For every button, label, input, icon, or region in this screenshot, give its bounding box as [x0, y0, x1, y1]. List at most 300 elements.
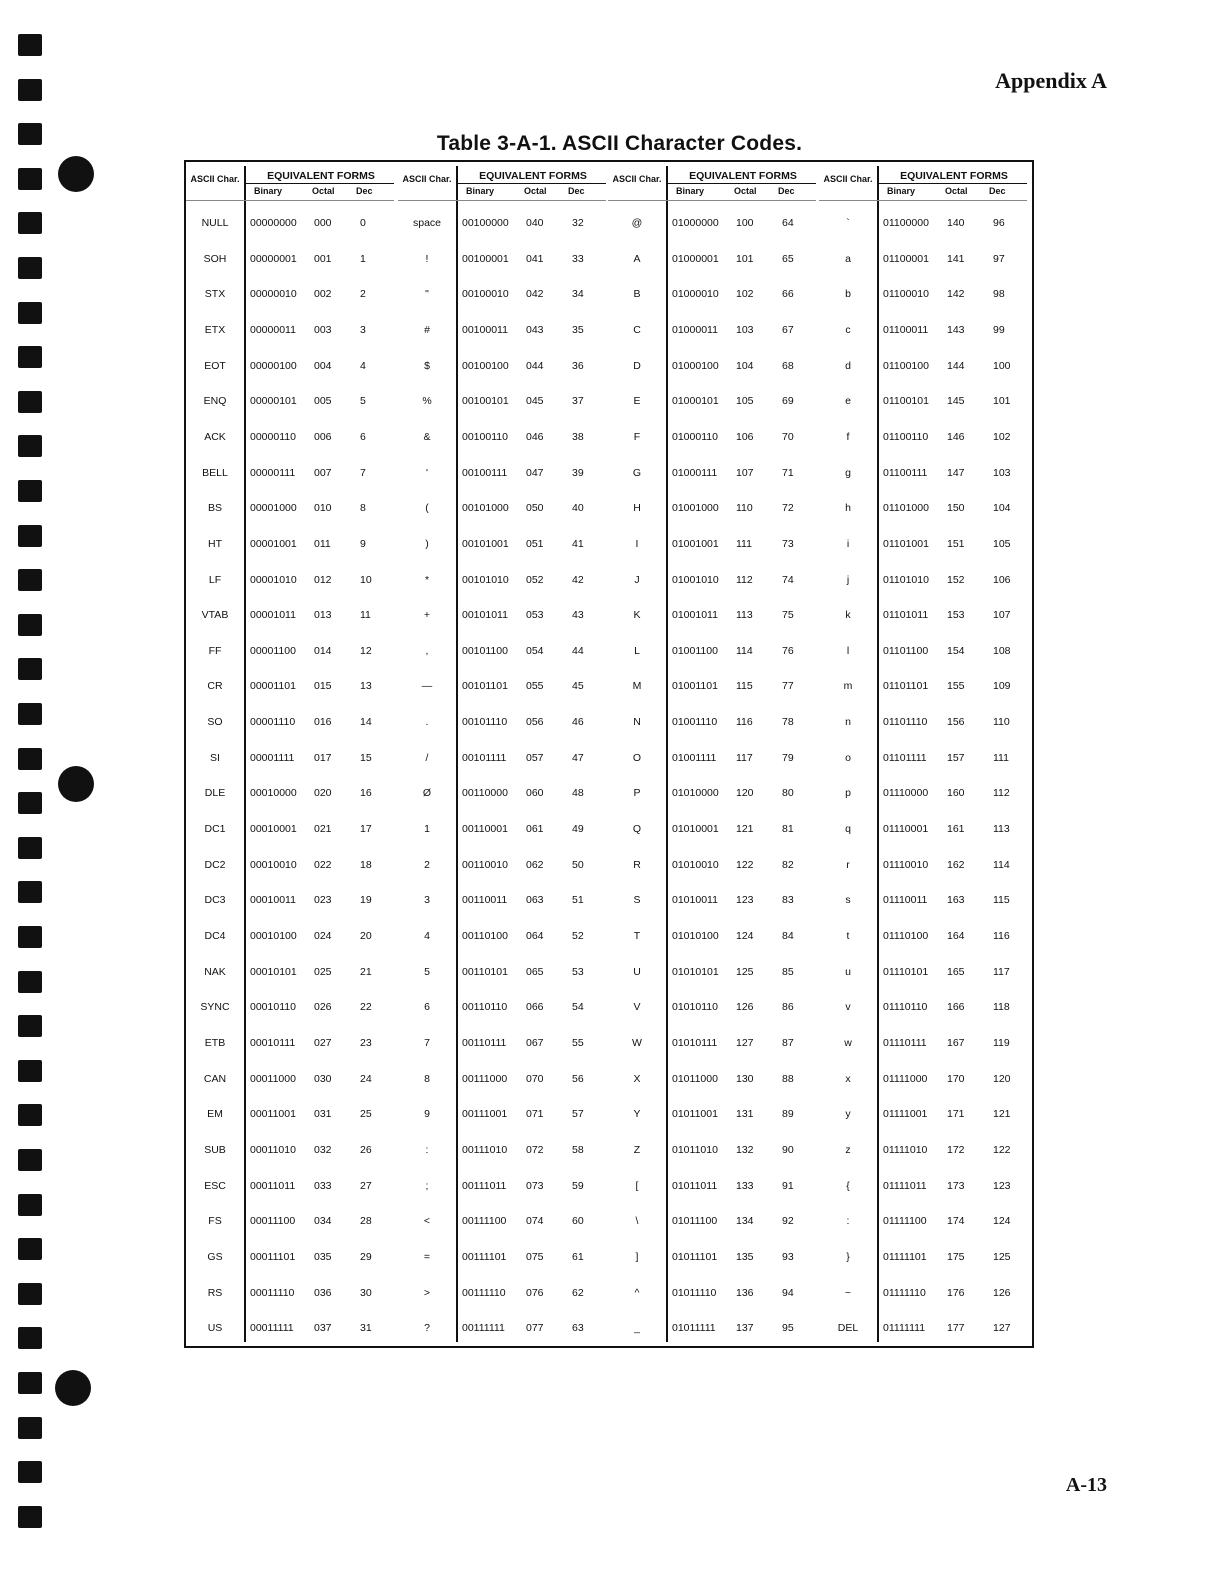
cell-char: CAN	[203, 1072, 227, 1085]
cell-binary: 01101000	[883, 502, 929, 515]
cell-char: q	[845, 823, 851, 836]
cell-binary: 01001001	[672, 537, 719, 550]
header-underline	[819, 200, 1027, 201]
binding-square	[18, 79, 42, 101]
cell-octal: 127	[736, 1036, 754, 1049]
cell-binary: 01100001	[883, 252, 929, 265]
binding-square	[18, 435, 42, 457]
punch-hole	[55, 1370, 91, 1406]
cell-dec: 52	[572, 930, 584, 942]
cell-octal: 042	[526, 288, 544, 301]
cell-octal: 155	[947, 680, 965, 693]
cell-dec: 100	[993, 359, 1011, 372]
binding-square	[18, 971, 42, 993]
header-dec: Dec	[356, 186, 373, 196]
cell-octal: 071	[526, 1108, 544, 1121]
cell-dec: 73	[782, 537, 794, 550]
cell-dec: 102	[993, 430, 1011, 443]
cell-octal: 123	[736, 894, 754, 907]
binding-square	[18, 1327, 42, 1349]
cell-char: "	[425, 288, 429, 301]
cell-char: S	[633, 894, 641, 907]
cell-char: HT	[208, 537, 222, 550]
cell-dec: 24	[360, 1072, 372, 1085]
cell-octal: 114	[736, 644, 753, 657]
cell-octal: 005	[314, 395, 332, 408]
cell-octal: 027	[314, 1036, 332, 1049]
cell-dec: 75	[782, 609, 794, 622]
cell-binary: 01111100	[883, 1215, 927, 1228]
cell-dec: 66	[782, 288, 794, 301]
punch-hole	[58, 766, 94, 802]
header-octal: Octal	[734, 186, 757, 196]
cell-binary: 01011001	[672, 1108, 718, 1121]
cell-binary: 01000010	[672, 288, 719, 301]
cell-binary: 01100100	[883, 359, 929, 372]
cell-octal: 025	[314, 965, 332, 978]
cell-octal: 125	[736, 965, 754, 978]
cell-char: z	[845, 1143, 851, 1156]
cell-char: ?	[424, 1322, 430, 1335]
cell-char: 8	[424, 1072, 430, 1085]
header-rule	[246, 183, 394, 184]
header-octal: Octal	[312, 186, 335, 196]
binding-square	[18, 881, 42, 903]
cell-dec: 123	[993, 1179, 1011, 1192]
cell-char: #	[424, 323, 430, 336]
cell-dec: 104	[993, 502, 1011, 515]
cell-dec: 45	[572, 680, 584, 693]
cell-dec: 10	[360, 573, 372, 586]
cell-dec: 69	[782, 395, 794, 408]
cell-binary: 00101001	[462, 537, 509, 550]
cell-octal: 050	[526, 502, 544, 515]
cell-binary: 00011110	[250, 1286, 295, 1299]
cell-binary: 01110011	[883, 894, 928, 907]
cell-binary: 00010000	[250, 787, 297, 800]
cell-char: t	[846, 930, 850, 942]
cell-char: n	[845, 716, 851, 729]
cell-dec: 112	[993, 787, 1010, 800]
cell-char: K	[633, 609, 641, 622]
cell-binary: 00111111	[462, 1322, 505, 1335]
cell-binary: 01100111	[883, 466, 928, 479]
cell-octal: 020	[314, 787, 332, 800]
cell-char: U	[633, 965, 641, 978]
cell-char: e	[845, 395, 851, 408]
cell-dec: 20	[360, 930, 372, 942]
cell-octal: 041	[526, 252, 544, 265]
cell-char: EM	[207, 1108, 223, 1121]
cell-octal: 141	[947, 252, 965, 265]
cell-binary: 00101110	[462, 716, 508, 729]
cell-char: *	[424, 573, 430, 586]
cell-dec: 81	[782, 823, 794, 836]
cell-char: Z	[633, 1143, 641, 1156]
cell-binary: 00010010	[250, 858, 297, 871]
cell-dec: 62	[572, 1286, 584, 1299]
cell-dec: 119	[993, 1036, 1010, 1049]
cell-char: RS	[207, 1286, 223, 1299]
page-header: Appendix A	[995, 68, 1107, 93]
cell-dec: 49	[572, 823, 584, 836]
cell-dec: 39	[572, 466, 584, 479]
cell-char: I	[635, 537, 639, 550]
cell-octal: 151	[947, 537, 965, 550]
cell-dec: 116	[993, 930, 1010, 942]
cell-dec: 79	[782, 751, 794, 764]
cell-char: FF	[208, 644, 222, 657]
cell-dec: 61	[572, 1250, 584, 1263]
binding-square	[18, 1149, 42, 1171]
cell-binary: 01011000	[672, 1072, 718, 1085]
cell-dec: 6	[360, 430, 366, 443]
cell-char: BELL	[202, 466, 228, 479]
cell-dec: 11	[360, 609, 371, 622]
cell-binary: 00111010	[462, 1143, 508, 1156]
cell-binary: 01001100	[672, 644, 718, 657]
cell-dec: 111	[993, 751, 1009, 764]
binding-square	[18, 1417, 42, 1439]
cell-binary: 00011000	[250, 1072, 296, 1085]
cell-binary: 01111101	[883, 1250, 927, 1263]
cell-octal: 066	[526, 1001, 544, 1014]
cell-binary: 01011110	[672, 1286, 717, 1299]
cell-binary: 00011111	[250, 1322, 294, 1335]
cell-octal: 061	[526, 823, 544, 836]
binding-square	[18, 926, 42, 948]
cell-char: Y	[633, 1108, 641, 1121]
cell-char: !	[425, 252, 429, 265]
cell-dec: 56	[572, 1072, 584, 1085]
cell-binary: 00101100	[462, 644, 508, 657]
cell-dec: 35	[572, 323, 584, 336]
cell-char: O	[632, 751, 642, 764]
binding-square	[18, 1060, 42, 1082]
cell-dec: 85	[782, 965, 794, 978]
cell-dec: 118	[993, 1001, 1010, 1014]
cell-char: Ø	[422, 787, 432, 800]
cell-binary: 01110101	[883, 965, 929, 978]
cell-char: ETX	[204, 323, 226, 336]
cell-binary: 00101111	[462, 751, 507, 764]
cell-dec: 89	[782, 1108, 794, 1121]
cell-octal: 026	[314, 1001, 332, 1014]
cell-binary: 01000100	[672, 359, 719, 372]
cell-binary: 00101000	[462, 502, 509, 515]
cell-binary: 01011011	[672, 1179, 718, 1192]
cell-octal: 063	[526, 894, 544, 907]
cell-char: X	[633, 1072, 641, 1085]
cell-char: BS	[207, 502, 222, 515]
cell-binary: 01000111	[672, 466, 718, 479]
cell-dec: 15	[360, 751, 372, 764]
cell-binary: 01101010	[883, 573, 929, 586]
cell-octal: 033	[314, 1179, 332, 1192]
cell-char: 9	[424, 1108, 430, 1121]
binding-square	[18, 168, 42, 190]
header-binary: Binary	[254, 186, 283, 196]
cell-binary: 01001011	[672, 609, 718, 622]
cell-binary: 00011101	[250, 1250, 296, 1263]
binding-square	[18, 302, 42, 324]
cell-octal: 177	[947, 1322, 965, 1335]
cell-octal: 011	[314, 537, 331, 550]
cell-binary: 00100100	[462, 359, 509, 372]
cell-char: v	[845, 1001, 851, 1014]
cell-octal: 134	[736, 1215, 754, 1228]
header-binary: Binary	[466, 186, 495, 196]
cell-char: [	[635, 1179, 639, 1192]
cell-dec: 50	[572, 858, 584, 871]
cell-char: /	[425, 751, 429, 764]
cell-octal: 031	[314, 1108, 332, 1121]
cell-octal: 147	[947, 466, 965, 479]
cell-binary: 01100010	[883, 288, 929, 301]
cell-char: F	[633, 430, 641, 443]
cell-binary: 01101100	[883, 644, 929, 657]
cell-octal: 130	[736, 1072, 754, 1085]
cell-binary: 01111111	[883, 1322, 926, 1335]
cell-char: }	[846, 1250, 850, 1263]
cell-octal: 040	[526, 217, 544, 229]
cell-dec: 37	[572, 395, 584, 408]
cell-binary: 01100110	[883, 430, 929, 443]
cell-octal: 075	[526, 1250, 544, 1263]
cell-binary: 01110111	[883, 1036, 927, 1049]
cell-char: C	[633, 323, 641, 336]
cell-char: SUB	[204, 1143, 226, 1156]
cell-char: c	[845, 323, 851, 336]
cell-char: )	[425, 537, 429, 550]
binding-square	[18, 658, 42, 680]
cell-dec: 107	[993, 609, 1011, 622]
cell-char: u	[845, 965, 851, 978]
cell-octal: 007	[314, 466, 332, 479]
cell-binary: 00110011	[462, 894, 508, 907]
cell-dec: 19	[360, 894, 372, 907]
cell-octal: 053	[526, 609, 544, 622]
cell-binary: 01100011	[883, 323, 929, 336]
cell-dec: 57	[572, 1108, 584, 1121]
cell-octal: 077	[526, 1322, 544, 1335]
header-rule	[879, 183, 1027, 184]
header-dec: Dec	[778, 186, 795, 196]
cell-char: $	[424, 359, 430, 372]
cell-octal: 016	[314, 716, 332, 729]
cell-binary: 00111110	[462, 1286, 506, 1299]
cell-binary: 00000010	[250, 288, 297, 301]
cell-dec: 65	[782, 252, 794, 265]
cell-binary: 00010011	[250, 894, 296, 907]
cell-char: 5	[424, 965, 430, 978]
cell-char: NAK	[204, 965, 226, 978]
cell-dec: 1	[360, 252, 366, 265]
cell-dec: 34	[572, 288, 584, 301]
cell-binary: 01111000	[883, 1072, 928, 1085]
cell-octal: 037	[314, 1322, 332, 1335]
cell-binary: 00111011	[462, 1179, 507, 1192]
cell-octal: 055	[526, 680, 544, 693]
cell-binary: 00100010	[462, 288, 509, 301]
cell-octal: 174	[947, 1215, 965, 1228]
binding-square	[18, 257, 42, 279]
cell-char: y	[845, 1108, 851, 1121]
cell-dec: 121	[993, 1108, 1011, 1121]
cell-dec: 115	[993, 894, 1010, 907]
cell-binary: 00001100	[250, 644, 296, 657]
cell-binary: 01010111	[672, 1036, 718, 1049]
cell-binary: 00010111	[250, 1036, 296, 1049]
cell-binary: 01000011	[672, 323, 718, 336]
cell-dec: 12	[360, 644, 372, 657]
cell-octal: 044	[526, 359, 544, 372]
column-group	[398, 162, 608, 1346]
cell-char: GS	[207, 1250, 223, 1263]
cell-binary: 01101110	[883, 716, 928, 729]
cell-octal: 163	[947, 894, 965, 907]
cell-char: `	[846, 217, 850, 229]
cell-dec: 97	[993, 252, 1005, 265]
cell-char: ETB	[204, 1036, 226, 1049]
cell-binary: 00110001	[462, 823, 508, 836]
cell-dec: 106	[993, 573, 1011, 586]
cell-octal: 014	[314, 644, 332, 657]
cell-binary: 01011111	[672, 1322, 716, 1335]
cell-char: CR	[207, 680, 223, 693]
cell-dec: 44	[572, 644, 584, 657]
cell-octal: 107	[736, 466, 754, 479]
cell-dec: 99	[993, 323, 1005, 336]
cell-octal: 100	[736, 217, 754, 229]
cell-char: b	[845, 288, 851, 301]
header-equivalent-forms: EQUIVALENT FORMS	[900, 170, 1008, 182]
cell-dec: 38	[572, 430, 584, 443]
cell-octal: 103	[736, 323, 754, 336]
cell-dec: 47	[572, 751, 584, 764]
cell-binary: 01011101	[672, 1250, 718, 1263]
cell-octal: 153	[947, 609, 965, 622]
cell-char: EOT	[204, 359, 226, 372]
cell-char: V	[633, 1001, 641, 1014]
cell-char: NULL	[201, 217, 229, 229]
cell-char: ~	[844, 1286, 852, 1299]
cell-binary: 01010000	[672, 787, 719, 800]
cell-octal: 017	[314, 751, 332, 764]
binding-square	[18, 1461, 42, 1483]
cell-char: SO	[207, 716, 223, 729]
cell-dec: 108	[993, 644, 1011, 657]
cell-char: D	[633, 359, 641, 372]
cell-dec: 27	[360, 1179, 372, 1192]
cell-char: LF	[208, 573, 222, 586]
cell-binary: 00001000	[250, 502, 297, 515]
cell-binary: 00010001	[250, 823, 297, 836]
cell-char: L	[634, 644, 640, 657]
cell-octal: 156	[947, 716, 965, 729]
cell-char: g	[845, 466, 851, 479]
cell-binary: 01010101	[672, 965, 719, 978]
cell-dec: 96	[993, 217, 1005, 229]
cell-dec: 48	[572, 787, 584, 800]
cell-dec: 0	[360, 217, 366, 229]
cell-binary: 00001011	[250, 609, 296, 622]
cell-binary: 01101011	[883, 609, 929, 622]
cell-char: =	[423, 1250, 431, 1263]
cell-char: @	[631, 217, 643, 229]
binding-square	[18, 525, 42, 547]
cell-octal: 054	[526, 644, 544, 657]
cell-octal: 062	[526, 858, 544, 871]
cell-dec: 31	[360, 1322, 372, 1335]
cell-binary: 00111101	[462, 1250, 507, 1263]
cell-dec: 29	[360, 1250, 372, 1263]
cell-binary: 00110010	[462, 858, 508, 871]
cell-dec: 127	[993, 1322, 1011, 1335]
cell-char: ACK	[204, 430, 226, 443]
cell-dec: 13	[360, 680, 372, 693]
cell-char: A	[633, 252, 641, 265]
cell-dec: 60	[572, 1215, 584, 1228]
cell-dec: 42	[572, 573, 584, 586]
cell-octal: 140	[947, 217, 965, 229]
cell-dec: 86	[782, 1001, 794, 1014]
cell-octal: 117	[736, 751, 753, 764]
cell-octal: 101	[736, 252, 754, 265]
column-group	[608, 162, 818, 1346]
cell-char: o	[845, 751, 851, 764]
cell-dec: 78	[782, 716, 794, 729]
cell-dec: 64	[782, 217, 794, 229]
cell-octal: 126	[736, 1001, 754, 1014]
cell-octal: 043	[526, 323, 544, 336]
header-octal: Octal	[945, 186, 968, 196]
cell-binary: 01000000	[672, 217, 719, 229]
cell-dec: 3	[360, 323, 366, 336]
cell-char: j	[846, 573, 850, 586]
cell-octal: 113	[736, 609, 753, 622]
cell-binary: 01100000	[883, 217, 929, 229]
page-number: A-13	[1065, 1474, 1107, 1496]
cell-char: B	[633, 288, 641, 301]
cell-dec: 105	[993, 537, 1011, 550]
cell-binary: 01000110	[672, 430, 718, 443]
cell-octal: 157	[947, 751, 965, 764]
cell-dec: 59	[572, 1179, 584, 1192]
cell-char: ]	[635, 1250, 639, 1263]
cell-char: Q	[632, 823, 642, 836]
cell-octal: 052	[526, 573, 544, 586]
cell-char: VTAB	[201, 609, 229, 622]
cell-dec: 90	[782, 1143, 794, 1156]
cell-char: DEL	[837, 1322, 859, 1335]
cell-dec: 33	[572, 252, 584, 265]
cell-octal: 170	[947, 1072, 965, 1085]
cell-binary: 00000101	[250, 395, 297, 408]
cell-octal: 003	[314, 323, 332, 336]
cell-char: SI	[210, 751, 220, 764]
cell-char: DLE	[204, 787, 226, 800]
column-divider	[456, 166, 458, 1342]
cell-binary: 01110110	[883, 1001, 928, 1014]
header-underline	[186, 200, 394, 201]
cell-dec: 95	[782, 1322, 794, 1335]
cell-dec: 16	[360, 787, 372, 800]
cell-char: SOH	[203, 252, 227, 265]
cell-octal: 172	[947, 1143, 965, 1156]
cell-binary: 00111000	[462, 1072, 508, 1085]
cell-dec: 55	[572, 1036, 584, 1049]
